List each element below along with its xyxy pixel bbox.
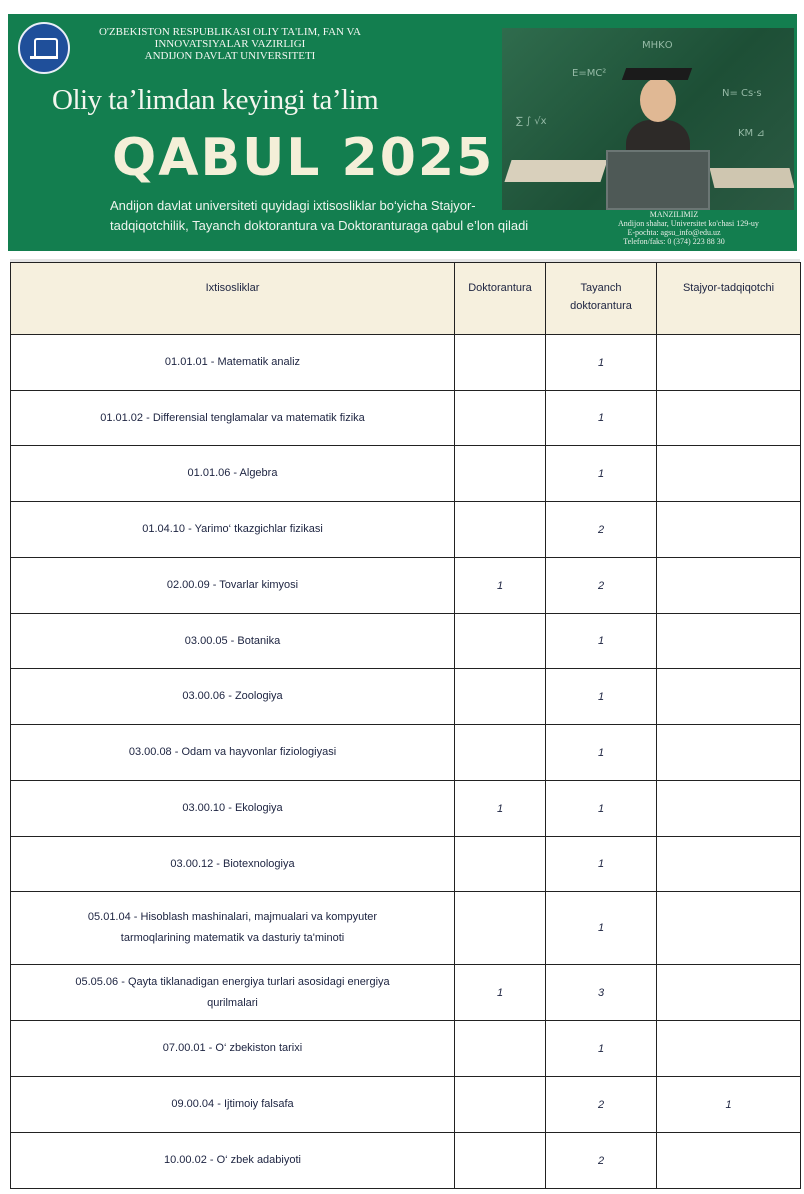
doktorantura-cell bbox=[455, 1021, 546, 1077]
formula-text: ΜΗΚΟ bbox=[642, 40, 673, 51]
tayanch-cell: 1 bbox=[546, 1021, 657, 1077]
tayanch-cell: 1 bbox=[546, 614, 657, 669]
table-row bbox=[11, 446, 801, 502]
specialty-cell: 05.05.06 - Qayta tiklanadigan energiya turlari asosidagi energiya qurilmalari bbox=[11, 965, 455, 1021]
doktorantura-cell bbox=[455, 725, 546, 781]
doktorantura-cell bbox=[455, 669, 546, 725]
stajyor-cell bbox=[657, 614, 801, 669]
specialties-table-container bbox=[10, 259, 800, 1188]
specialty-cell: 10.00.02 - O‘ zbek adabiyoti bbox=[11, 1133, 455, 1189]
table-row bbox=[11, 1021, 801, 1077]
formula-text: KM ⊿ bbox=[738, 128, 765, 139]
stajyor-cell: 1 bbox=[657, 1077, 801, 1133]
specialty-cell: 01.01.06 - Algebra bbox=[11, 446, 455, 502]
header-tayanch bbox=[546, 263, 657, 335]
table-row bbox=[11, 335, 801, 391]
table-row bbox=[11, 965, 801, 1021]
formula-text: ∑ ∫ √x bbox=[516, 116, 547, 127]
specialty-cell: 07.00.01 - O‘ zbekiston tarixi bbox=[11, 1021, 455, 1077]
stajyor-cell bbox=[657, 391, 801, 446]
banner-headline: QABUL 2025 bbox=[112, 128, 495, 188]
table-row bbox=[11, 614, 801, 669]
stajyor-cell bbox=[657, 725, 801, 781]
address-line: E-pochta: agsu_info@edu.uz bbox=[627, 228, 721, 237]
stajyor-cell bbox=[657, 781, 801, 837]
specialty-cell: 01.01.02 - Differensial tenglamalar va matematik fizika bbox=[11, 391, 455, 446]
header-tayanch-label: Tayanch doktorantura bbox=[570, 282, 632, 312]
university-logo-icon bbox=[18, 22, 70, 74]
doktorantura-cell: 1 bbox=[455, 558, 546, 614]
book-stack bbox=[710, 168, 794, 188]
header-stajyor: Stajyor-tadqiqotchi bbox=[657, 263, 801, 335]
specialty-cell: 03.00.10 - Ekologiya bbox=[11, 781, 455, 837]
table-row bbox=[11, 892, 801, 965]
announcement-text: Andijon davlat universiteti quyidagi ixtisosliklar bo‘yicha Stajyor-tadqiqotchilik, Tayanch doktorantura va Doktoranturaga qabul e’lon qiladi bbox=[110, 198, 529, 233]
ministry-line: O'ZBEKISTON RESPUBLIKASI OLIY TA'LIM, FAN VA bbox=[98, 26, 361, 38]
specialty-cell: 01.01.01 - Matematik analiz bbox=[11, 335, 455, 391]
specialty-cell: 03.00.06 - Zoologiya bbox=[11, 669, 455, 725]
table-row bbox=[11, 502, 801, 558]
stajyor-cell bbox=[657, 965, 801, 1021]
table-header-row bbox=[11, 263, 801, 335]
specialty-cell: 05.01.04 - Hisoblash mashinalari, majmualari va kompyuter tarmoqlarining matematik va dasturiy ta'minoti bbox=[11, 892, 455, 965]
address-line: Andijon shahar, Universitet ko'chasi 129-uy bbox=[618, 219, 759, 228]
doktorantura-cell bbox=[455, 335, 546, 391]
address-block bbox=[618, 210, 759, 246]
tayanch-cell: 1 bbox=[546, 391, 657, 446]
specialty-cell: 03.00.08 - Odam va hayvonlar fiziologiyasi bbox=[11, 725, 455, 781]
doktorantura-cell bbox=[455, 892, 546, 965]
tayanch-cell: 2 bbox=[546, 1133, 657, 1189]
specialty-cell: 03.00.12 - Biotexnologiya bbox=[11, 837, 455, 892]
specialty-cell: 01.04.10 - Yarimo‘ tkazgichlar fizikasi bbox=[11, 502, 455, 558]
table-row bbox=[11, 725, 801, 781]
stajyor-cell bbox=[657, 892, 801, 965]
doktorantura-cell bbox=[455, 391, 546, 446]
tayanch-cell: 2 bbox=[546, 502, 657, 558]
table-row bbox=[11, 1133, 801, 1189]
doktorantura-cell: 1 bbox=[455, 965, 546, 1021]
header-specialties: Ixtisosliklar bbox=[11, 263, 455, 335]
table-row bbox=[11, 781, 801, 837]
doktorantura-cell bbox=[455, 837, 546, 892]
ministry-line: ANDIJON DAVLAT UNIVERSITETI bbox=[144, 50, 316, 62]
specialty-cell: 09.00.04 - Ijtimoiy falsafa bbox=[11, 1077, 455, 1133]
tayanch-cell: 3 bbox=[546, 965, 657, 1021]
address-line: MANZILIMIZ bbox=[649, 210, 699, 219]
graduation-cap-icon bbox=[622, 68, 692, 80]
specialties-table bbox=[10, 262, 801, 1189]
table-row bbox=[11, 391, 801, 446]
table-body bbox=[11, 335, 801, 1189]
address-line: Telefon/faks: 0 (374) 223 88 30 bbox=[623, 237, 725, 246]
tayanch-cell: 2 bbox=[546, 558, 657, 614]
laptop-icon bbox=[606, 150, 710, 210]
stajyor-cell bbox=[657, 669, 801, 725]
student-face bbox=[640, 78, 676, 122]
tayanch-cell: 1 bbox=[546, 725, 657, 781]
tayanch-cell: 1 bbox=[546, 446, 657, 502]
header-doktorantura: Doktorantura bbox=[455, 263, 546, 335]
doktorantura-cell bbox=[455, 1133, 546, 1189]
student-photo bbox=[502, 28, 794, 210]
table-row bbox=[11, 558, 801, 614]
stajyor-cell bbox=[657, 335, 801, 391]
stajyor-cell bbox=[657, 558, 801, 614]
book-stack bbox=[504, 160, 607, 182]
stajyor-cell bbox=[657, 1021, 801, 1077]
doktorantura-cell bbox=[455, 1077, 546, 1133]
table-row bbox=[11, 669, 801, 725]
specialty-cell: 02.00.09 - Tovarlar kimyosi bbox=[11, 558, 455, 614]
stajyor-cell bbox=[657, 502, 801, 558]
tayanch-cell: 1 bbox=[546, 837, 657, 892]
doktorantura-cell: 1 bbox=[455, 781, 546, 837]
table-row bbox=[11, 837, 801, 892]
tayanch-cell: 1 bbox=[546, 669, 657, 725]
formula-text: E=MC² bbox=[572, 68, 607, 79]
table-row bbox=[11, 1077, 801, 1133]
formula-text: N= Cs·s bbox=[722, 88, 762, 99]
doktorantura-cell bbox=[455, 502, 546, 558]
stajyor-cell bbox=[657, 446, 801, 502]
banner-subtitle: Oliy ta’limdan keyingi ta’lim bbox=[52, 84, 379, 116]
stajyor-cell bbox=[657, 1133, 801, 1189]
tayanch-cell: 2 bbox=[546, 1077, 657, 1133]
tayanch-cell: 1 bbox=[546, 892, 657, 965]
ministry-line: INNOVATSIYALAR VAZIRLIGI bbox=[154, 38, 306, 50]
doktorantura-cell bbox=[455, 614, 546, 669]
admission-banner bbox=[8, 14, 797, 251]
ministry-heading bbox=[80, 26, 380, 62]
doktorantura-cell bbox=[455, 446, 546, 502]
tayanch-cell: 1 bbox=[546, 781, 657, 837]
stajyor-cell bbox=[657, 837, 801, 892]
tayanch-cell: 1 bbox=[546, 335, 657, 391]
specialty-cell: 03.00.05 - Botanika bbox=[11, 614, 455, 669]
